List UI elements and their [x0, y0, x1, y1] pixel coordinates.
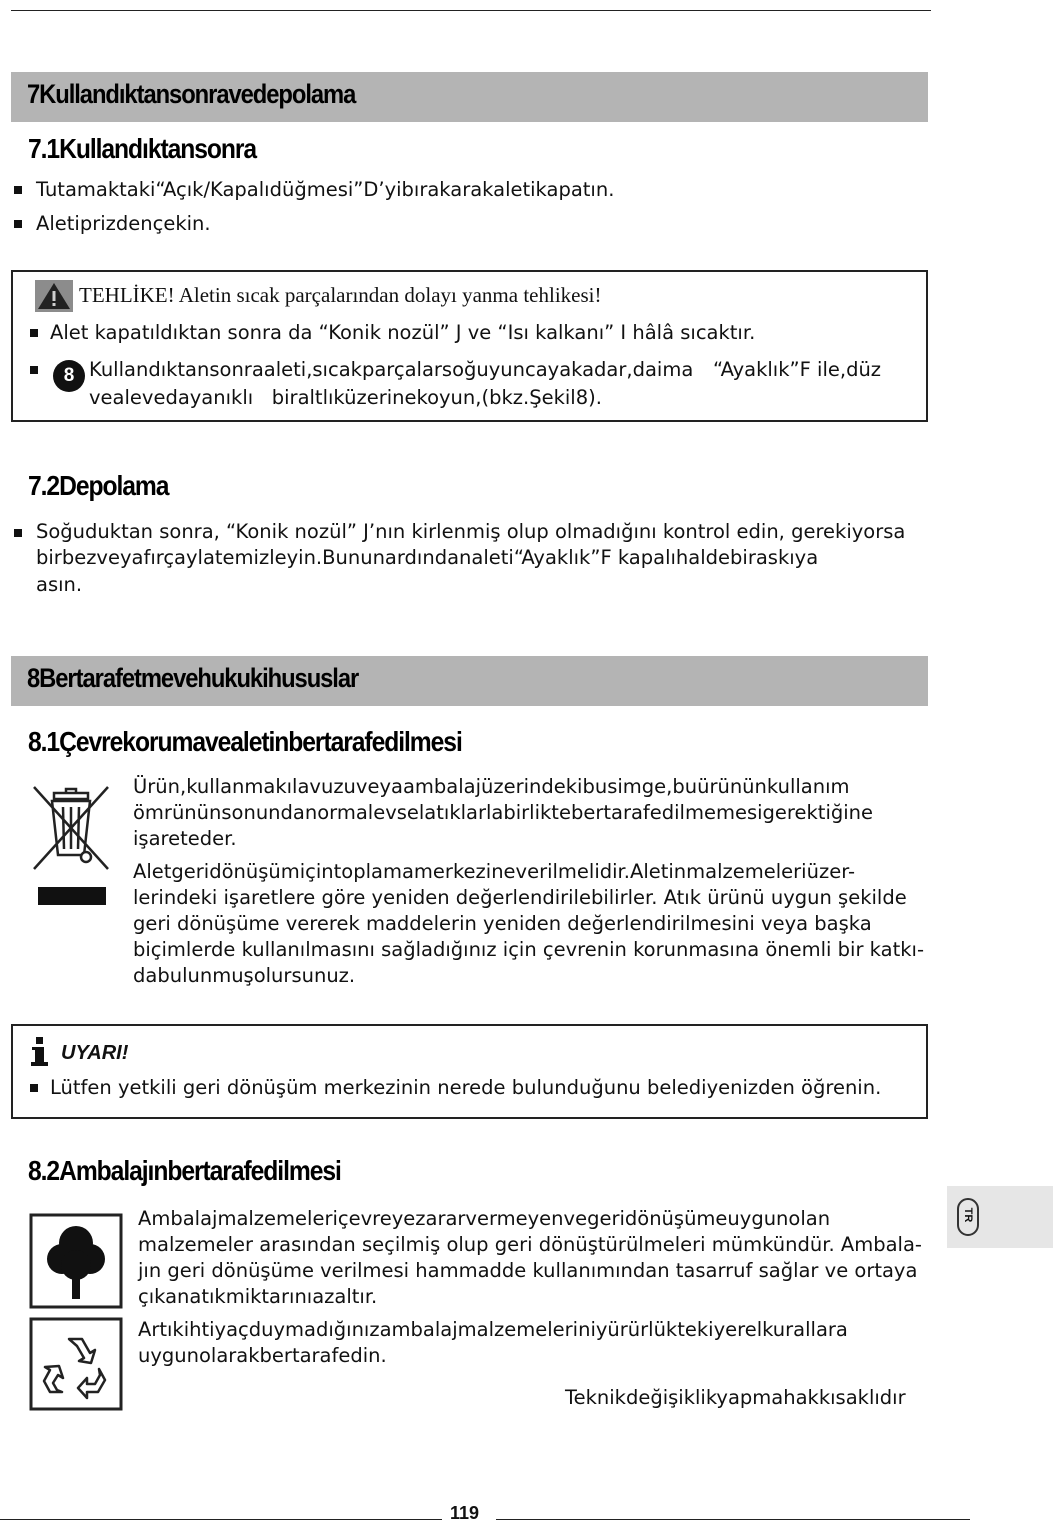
packaging-p1-line: jın geri dönüşüme verilmesi hammadde kullanımından tasarruf sağlar ve ortaya	[138, 1259, 918, 1282]
bullet-marker	[30, 329, 38, 337]
weee-p1-line: ömrününsonundanormalevselatıklarlabirliktebertarafedilmemesigerektiğine	[133, 801, 874, 824]
page-number: 119	[450, 1503, 480, 1523]
section-7-1-title: 7.1Kullandıktansonra	[28, 133, 257, 164]
recycle-icon	[29, 1317, 123, 1411]
warning-triangle-icon	[35, 280, 73, 312]
bullet-text: Aletiprizdençekin.	[36, 212, 211, 235]
danger-box	[11, 270, 928, 422]
warning-heading: UYARI!	[61, 1042, 129, 1064]
section-7-2-title: 7.2Depolama	[28, 470, 169, 501]
weee-paragraph-2	[133, 859, 924, 989]
danger-bullet-1: Alet kapatıldıktan sonra da “Konik nozül” J ve “Isı kalkanı” I hâlâ sıcaktır.	[50, 321, 756, 344]
top-rule	[11, 10, 931, 11]
bullet-text: Tutamaktaki“Açık/Kapalıdüğmesi”D’yibırakarakaletikapatın.	[36, 178, 615, 201]
weee-p2-line: lerindeki işaretlere göre yeniden değerlendirilebilirler. Atık ürünü uygun şekilde	[133, 886, 907, 909]
packaging-p2-line: Artıkihtiyaçduymadığınızambalajmalzemeleriniyürürlüktekiyerelkurallara	[138, 1318, 848, 1341]
danger-heading: TEHLİKE! Aletin sıcak parçalarından dolayı yanma tehlikesi!	[79, 283, 602, 307]
packaging-p1-line: çıkanatıkmiktarınıazaltır.	[138, 1285, 378, 1308]
section-8-2-title: 8.2Ambalajınbertarafedilmesi	[28, 1155, 341, 1186]
language-tab	[947, 1186, 1053, 1248]
storage-line-2: birbezveyafırçaylatemizleyin.Bununardındanaleti“Ayaklık”F kapalıhaldebiraskıya	[36, 546, 819, 569]
bullet-marker	[14, 529, 22, 537]
tree-icon	[29, 1213, 123, 1309]
warning-bullet: Lütfen yetkili geri dönüşüm merkezinin nerede bulunduğunu belediyenizden öğrenin.	[50, 1076, 882, 1099]
bullet-marker	[14, 186, 22, 194]
language-tab-badge	[957, 1198, 979, 1236]
storage-line-3: asın.	[36, 573, 83, 596]
crossed-bin-icon	[30, 783, 112, 909]
weee-p2-line: Aletgeridönüşümiçintoplamamerkezineverilmelidir.Aletinmalzemeleriüzer-	[133, 860, 855, 883]
section-8-1-title: 8.1Çevrekorumavealetinbertarafedilmesi	[28, 726, 462, 757]
figure-number-badge: 8	[53, 360, 85, 392]
packaging-paragraph-2	[138, 1317, 848, 1369]
weee-p2-line: biçimlerde kullanılmasını sağladığınız için çevrenin korunmasına önemli bir katkı-	[133, 938, 924, 961]
danger-bullet-2-line-2: vealevedayanıklı biraltlıküzerinekoyun,(bkz.Şekil8).	[89, 386, 602, 409]
warning-box	[11, 1024, 928, 1119]
footer-rule-right	[496, 1519, 970, 1520]
section-8-header	[11, 656, 928, 706]
weee-p2-line: geri dönüşüme vererek maddelerin yeniden değerlendirilmesini veya başka	[133, 912, 872, 935]
technical-changes-note: Teknikdeğişiklikyapmahakkısaklıdır	[565, 1386, 906, 1409]
danger-bullet-2-line-1a: Kullandıktansonraaleti,sıcakparçalarsoğuyuncayakadar,daima	[89, 358, 694, 381]
packaging-p1-line: Ambalajmalzemeleriçevreyezararvermeyenvegeridönüşümeuygunolan	[138, 1207, 831, 1230]
storage-line-1: Soğuduktan sonra, “Konik nozül” J’nın kirlenmiş olup olmadığını kontrol edin, gerekiyorsa	[36, 520, 906, 543]
packaging-p2-line: uygunolarakbertarafedin.	[138, 1344, 387, 1367]
danger-bullet-2-line-1b: “Ayaklık”F ile,düz	[713, 358, 882, 381]
weee-p1-line: işareteder.	[133, 827, 237, 850]
section-8-title: 8Bertarafetmevehukukihususlar	[27, 663, 359, 693]
weee-p2-line: dabulunmuşolursunuz.	[133, 964, 356, 987]
bullet-marker	[14, 220, 22, 228]
section-7-title: 7Kullandıktansonravedepolama	[27, 79, 356, 109]
packaging-paragraph-1	[138, 1206, 922, 1310]
bullet-marker	[30, 1084, 38, 1092]
bullet-marker	[30, 366, 38, 374]
section-7-header	[11, 72, 928, 122]
info-icon	[31, 1037, 49, 1067]
weee-p1-line: Ürün,kullanmakılavuzuveyaambalajüzerindekibusimge,buürününkullanım	[133, 775, 850, 798]
packaging-p1-line: malzemeler arasından seçilmiş olup geri dönüştürülmeleri mümkündür. Ambala-	[138, 1233, 922, 1256]
weee-paragraph-1	[133, 774, 873, 852]
footer-rule-left	[0, 1519, 442, 1520]
language-tab-label: TR	[962, 1207, 974, 1223]
